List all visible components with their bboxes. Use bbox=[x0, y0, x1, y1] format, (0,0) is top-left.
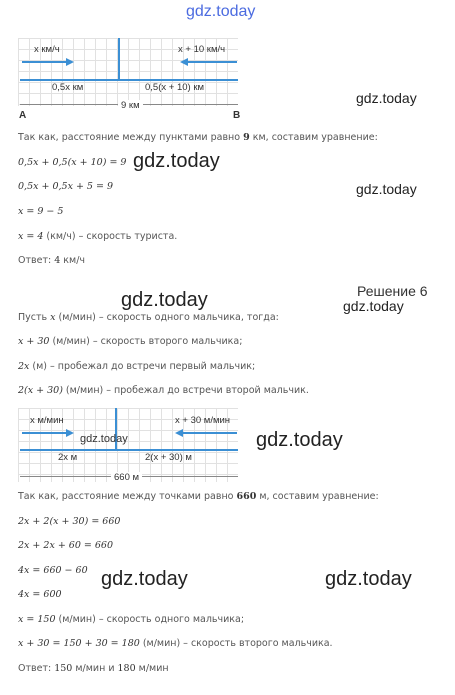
watermark: gdz.today bbox=[325, 568, 412, 590]
watermark: gdz.today bbox=[133, 150, 220, 172]
text-line: x + 30 (м/мин) – скорость второго мальчика; bbox=[18, 336, 243, 347]
arrow-left-icon bbox=[175, 429, 183, 437]
arrow-right-icon bbox=[66, 58, 74, 66]
answer: Ответ: 4 км/ч bbox=[18, 255, 86, 266]
distance-axis bbox=[20, 79, 238, 81]
right-distance-label: 0,5(x + 10) км bbox=[145, 82, 205, 93]
left-speed-label: x км/ч bbox=[34, 44, 60, 55]
right-speed-arrow bbox=[182, 432, 237, 434]
left-distance-label: 0,5x км bbox=[52, 82, 84, 93]
right-speed-arrow bbox=[187, 61, 237, 63]
left-speed-arrow bbox=[22, 61, 67, 63]
arrow-left-icon bbox=[180, 58, 188, 66]
point-a-label: A bbox=[19, 110, 27, 121]
equation: 4x = 660 − 60 bbox=[18, 565, 88, 576]
right-speed-label: x + 10 км/ч bbox=[178, 44, 226, 55]
equation: 0,5x + 0,5x + 5 = 9 bbox=[18, 181, 114, 192]
left-speed-arrow bbox=[22, 432, 67, 434]
total-distance-label: 9 км bbox=[118, 100, 143, 111]
equation: 2x + 2x + 60 = 660 bbox=[18, 540, 114, 551]
answer: Ответ: 150 м/мин и 180 м/мин bbox=[18, 663, 169, 674]
right-distance-label: 2(x + 30) м bbox=[145, 452, 192, 463]
text-line: x = 150 (м/мин) – скорость одного мальчика; bbox=[18, 614, 245, 625]
watermark: gdz.today bbox=[80, 433, 128, 445]
section-heading: Решение 6 bbox=[357, 283, 428, 299]
point-b-label: B bbox=[233, 110, 241, 121]
watermark: gdz.today bbox=[121, 289, 208, 311]
text-line: Так как, расстояние между точками равно 660 м, составим уравнение: bbox=[18, 491, 379, 502]
meeting-point-line bbox=[118, 38, 120, 80]
text-line: x + 30 = 150 + 30 = 180 (м/мин) – скорость второго мальчика. bbox=[18, 638, 333, 649]
equation: x = 9 − 5 bbox=[18, 206, 64, 217]
text-line: Пусть x (м/мин) – скорость одного мальчика, тогда: bbox=[18, 312, 279, 323]
watermark: gdz.today bbox=[356, 181, 417, 197]
text-line: 2x (м) – пробежал до встречи первый мальчик; bbox=[18, 361, 256, 372]
equation: 0,5x + 0,5(x + 10) = 9 bbox=[18, 157, 127, 168]
distance-axis bbox=[20, 449, 238, 451]
left-speed-label: x м/мин bbox=[30, 415, 64, 426]
text-line: x = 4 (км/ч) – скорость туриста. bbox=[18, 231, 178, 242]
text-line: Так как, расстояние между пунктами равно 9 км, составим уравнение: bbox=[18, 132, 378, 143]
left-distance-label: 2x м bbox=[58, 452, 78, 463]
arrow-right-icon bbox=[66, 429, 74, 437]
total-distance-label: 660 м bbox=[111, 472, 142, 483]
watermark: gdz.today bbox=[343, 298, 404, 314]
equation: 4x = 600 bbox=[18, 589, 62, 600]
right-speed-label: x + 30 м/мин bbox=[175, 415, 231, 426]
watermark: gdz.today bbox=[256, 429, 343, 451]
watermark: gdz.today bbox=[356, 90, 417, 106]
text-line: 2(x + 30) (м/мин) – пробежал до встречи второй мальчик. bbox=[18, 385, 309, 396]
watermark-top: gdz.today bbox=[186, 3, 256, 20]
equation: 2x + 2(x + 30) = 660 bbox=[18, 516, 121, 527]
watermark: gdz.today bbox=[101, 568, 188, 590]
